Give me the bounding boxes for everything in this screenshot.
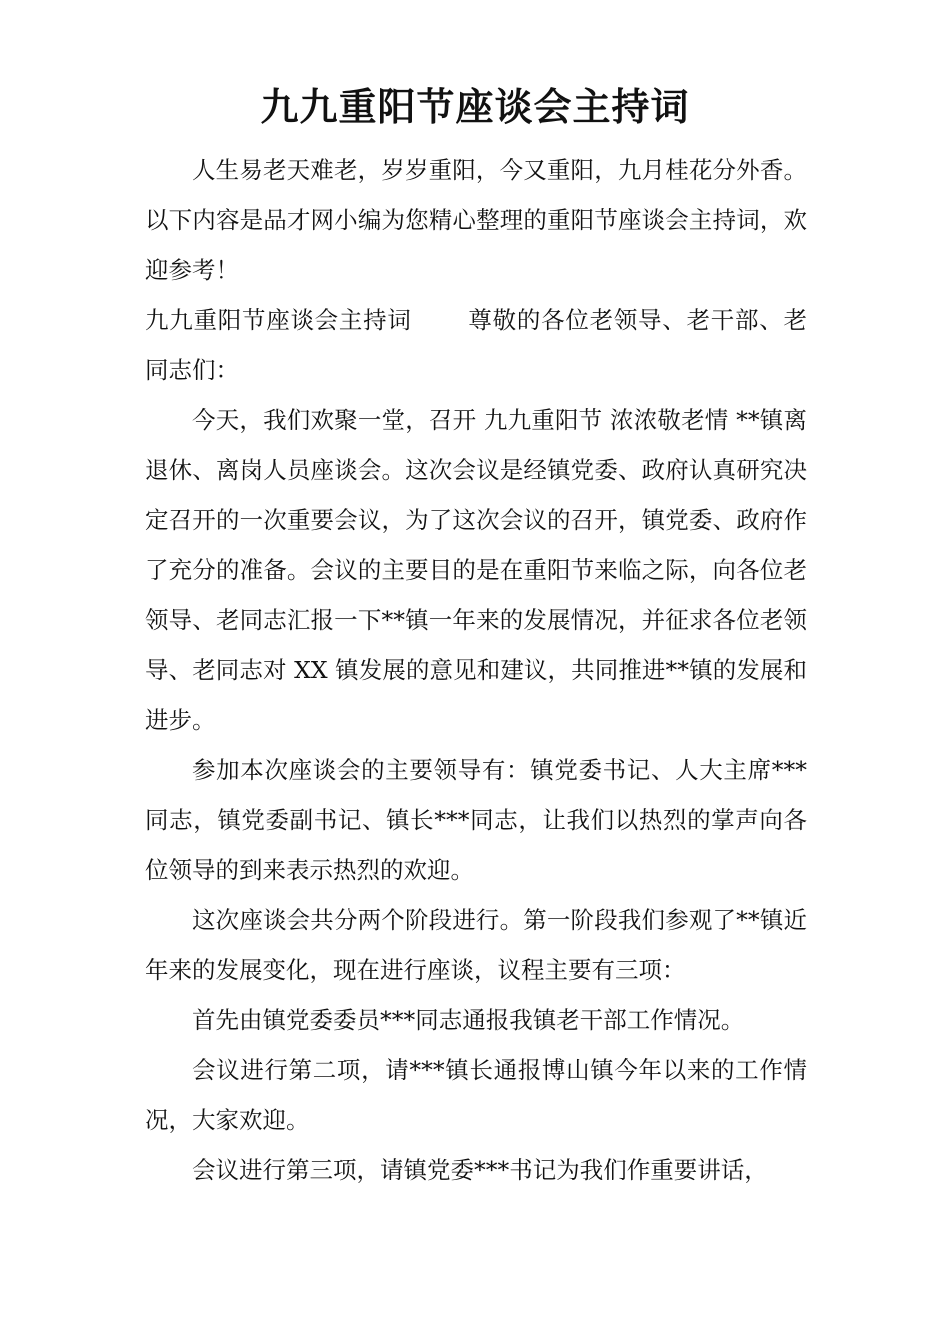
- body-paragraph-6: 会议进行第三项，请镇党委***书记为我们作重要讲话，: [192, 1156, 768, 1184]
- intro-paragraph: 人生易老天难老，岁岁重阳，今又重阳，九月桂花分外香。以下内容是品才网小编为您精心整理的重阳节座谈会主持词，欢迎参考！: [145, 156, 807, 284]
- document-body: [145, 145, 807, 1195]
- body-paragraph-5: 会议进行第二项，请***镇长通报博山镇今年以来的工作情况，大家欢迎。: [145, 1056, 807, 1134]
- greeting-text: 尊敬的各位老领导、老干部、老同志们：: [145, 306, 808, 384]
- body-paragraph-1: 今天，我们欢聚一堂，召开 九九重阳节 浓浓敬老情 **镇离退休、离岗人员座谈会。这次会议是经镇党委、政府认真研究决定召开的一次重要会议，为了这次会议的召开，镇党委、政府作了充分的准备。会议的主要目的是在重阳节来临之际，向各位老领导、老同志汇报一下**镇一年来的发展情况，并征求各位老领导、老同志对 XX 镇发展的意见和建议，共同推进**镇的发展和进步。: [145, 406, 807, 734]
- body-paragraph-3: 这次座谈会共分两个阶段进行。第一阶段我们参观了**镇近年来的发展变化，现在进行座谈，议程主要有三项：: [145, 906, 807, 984]
- heading-line-paragraph: [145, 295, 807, 395]
- body-paragraph-4: 首先由镇党委委员***同志通报我镇老干部工作情况。: [192, 1006, 745, 1034]
- document-title: 九九重阳节座谈会主持词: [260, 85, 690, 129]
- heading-line-label: 九九重阳节座谈会主持词: [145, 306, 412, 334]
- body-paragraph-2: 参加本次座谈会的主要领导有：镇党委书记、人大主席***同志，镇党委副书记、镇长***同志，让我们以热烈的掌声向各位领导的到来表示热烈的欢迎。: [145, 756, 807, 884]
